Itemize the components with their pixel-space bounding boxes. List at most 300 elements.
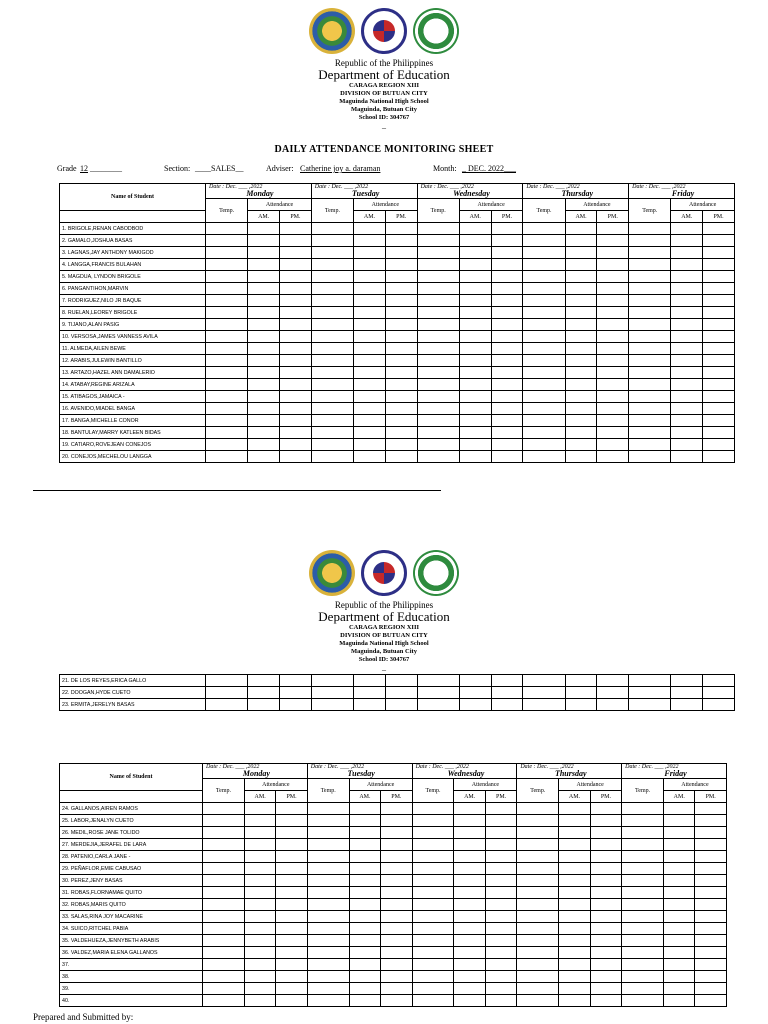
attendance-cell[interactable] — [454, 971, 485, 983]
attendance-cell[interactable] — [349, 875, 380, 887]
attendance-cell[interactable] — [485, 803, 516, 815]
attendance-cell[interactable] — [354, 271, 386, 283]
attendance-cell[interactable] — [381, 899, 412, 911]
attendance-cell[interactable] — [280, 415, 312, 427]
attendance-cell[interactable] — [565, 331, 597, 343]
attendance-cell[interactable] — [417, 319, 459, 331]
attendance-cell[interactable] — [276, 899, 307, 911]
attendance-cell[interactable] — [381, 911, 412, 923]
attendance-cell[interactable] — [307, 923, 349, 935]
attendance-cell[interactable] — [671, 319, 703, 331]
attendance-cell[interactable] — [459, 331, 491, 343]
attendance-cell[interactable] — [703, 247, 735, 259]
attendance-cell[interactable] — [276, 995, 307, 1007]
attendance-cell[interactable] — [629, 451, 671, 463]
attendance-cell[interactable] — [354, 223, 386, 235]
attendance-cell[interactable] — [206, 367, 248, 379]
attendance-cell[interactable] — [349, 851, 380, 863]
attendance-cell[interactable] — [517, 995, 559, 1007]
attendance-cell[interactable] — [459, 295, 491, 307]
attendance-cell[interactable] — [385, 307, 417, 319]
attendance-cell[interactable] — [248, 451, 280, 463]
attendance-cell[interactable] — [454, 935, 485, 947]
attendance-cell[interactable] — [590, 803, 621, 815]
attendance-cell[interactable] — [559, 875, 590, 887]
attendance-cell[interactable] — [485, 923, 516, 935]
attendance-cell[interactable] — [629, 331, 671, 343]
attendance-cell[interactable] — [244, 899, 275, 911]
attendance-cell[interactable] — [703, 355, 735, 367]
attendance-cell[interactable] — [280, 675, 312, 687]
attendance-cell[interactable] — [671, 259, 703, 271]
attendance-cell[interactable] — [307, 887, 349, 899]
attendance-cell[interactable] — [412, 923, 454, 935]
attendance-cell[interactable] — [276, 863, 307, 875]
attendance-cell[interactable] — [385, 367, 417, 379]
attendance-cell[interactable] — [203, 995, 245, 1007]
attendance-cell[interactable] — [417, 295, 459, 307]
attendance-cell[interactable] — [559, 899, 590, 911]
attendance-cell[interactable] — [565, 379, 597, 391]
attendance-cell[interactable] — [454, 863, 485, 875]
attendance-cell[interactable] — [385, 675, 417, 687]
attendance-cell[interactable] — [206, 379, 248, 391]
attendance-cell[interactable] — [523, 415, 565, 427]
attendance-cell[interactable] — [385, 391, 417, 403]
attendance-cell[interactable] — [349, 839, 380, 851]
attendance-cell[interactable] — [695, 887, 726, 899]
attendance-cell[interactable] — [517, 803, 559, 815]
attendance-cell[interactable] — [412, 887, 454, 899]
attendance-cell[interactable] — [664, 947, 695, 959]
attendance-cell[interactable] — [311, 687, 353, 699]
attendance-cell[interactable] — [203, 947, 245, 959]
attendance-cell[interactable] — [417, 439, 459, 451]
attendance-cell[interactable] — [622, 815, 664, 827]
attendance-cell[interactable] — [206, 235, 248, 247]
attendance-cell[interactable] — [629, 295, 671, 307]
attendance-cell[interactable] — [695, 803, 726, 815]
attendance-cell[interactable] — [565, 343, 597, 355]
attendance-cell[interactable] — [622, 947, 664, 959]
attendance-cell[interactable] — [354, 699, 386, 711]
attendance-cell[interactable] — [459, 391, 491, 403]
attendance-cell[interactable] — [385, 259, 417, 271]
attendance-cell[interactable] — [385, 223, 417, 235]
attendance-cell[interactable] — [412, 959, 454, 971]
attendance-cell[interactable] — [597, 307, 629, 319]
attendance-cell[interactable] — [695, 839, 726, 851]
attendance-cell[interactable] — [381, 851, 412, 863]
attendance-cell[interactable] — [703, 427, 735, 439]
attendance-cell[interactable] — [523, 235, 565, 247]
attendance-cell[interactable] — [559, 971, 590, 983]
attendance-cell[interactable] — [248, 391, 280, 403]
attendance-cell[interactable] — [491, 415, 523, 427]
attendance-cell[interactable] — [381, 827, 412, 839]
attendance-cell[interactable] — [385, 427, 417, 439]
attendance-cell[interactable] — [417, 223, 459, 235]
attendance-cell[interactable] — [248, 343, 280, 355]
attendance-cell[interactable] — [703, 259, 735, 271]
attendance-cell[interactable] — [559, 983, 590, 995]
attendance-cell[interactable] — [248, 331, 280, 343]
attendance-cell[interactable] — [491, 247, 523, 259]
attendance-cell[interactable] — [311, 223, 353, 235]
attendance-cell[interactable] — [354, 451, 386, 463]
attendance-cell[interactable] — [622, 851, 664, 863]
attendance-cell[interactable] — [590, 815, 621, 827]
attendance-cell[interactable] — [459, 403, 491, 415]
attendance-cell[interactable] — [671, 439, 703, 451]
attendance-cell[interactable] — [244, 863, 275, 875]
attendance-cell[interactable] — [417, 403, 459, 415]
attendance-cell[interactable] — [276, 935, 307, 947]
attendance-cell[interactable] — [206, 259, 248, 271]
attendance-cell[interactable] — [590, 935, 621, 947]
attendance-cell[interactable] — [307, 983, 349, 995]
attendance-cell[interactable] — [354, 247, 386, 259]
attendance-cell[interactable] — [664, 959, 695, 971]
attendance-cell[interactable] — [381, 995, 412, 1007]
attendance-cell[interactable] — [523, 283, 565, 295]
attendance-cell[interactable] — [664, 851, 695, 863]
attendance-cell[interactable] — [385, 687, 417, 699]
attendance-cell[interactable] — [311, 415, 353, 427]
attendance-cell[interactable] — [349, 995, 380, 1007]
attendance-cell[interactable] — [203, 971, 245, 983]
attendance-cell[interactable] — [412, 947, 454, 959]
attendance-cell[interactable] — [671, 415, 703, 427]
attendance-cell[interactable] — [206, 439, 248, 451]
attendance-cell[interactable] — [517, 851, 559, 863]
attendance-cell[interactable] — [280, 427, 312, 439]
attendance-cell[interactable] — [597, 295, 629, 307]
attendance-cell[interactable] — [491, 355, 523, 367]
attendance-cell[interactable] — [491, 367, 523, 379]
attendance-cell[interactable] — [459, 687, 491, 699]
attendance-cell[interactable] — [597, 687, 629, 699]
attendance-cell[interactable] — [203, 899, 245, 911]
attendance-cell[interactable] — [664, 995, 695, 1007]
attendance-cell[interactable] — [280, 343, 312, 355]
attendance-cell[interactable] — [559, 887, 590, 899]
attendance-cell[interactable] — [695, 815, 726, 827]
attendance-cell[interactable] — [459, 343, 491, 355]
attendance-cell[interactable] — [276, 851, 307, 863]
attendance-cell[interactable] — [590, 863, 621, 875]
attendance-cell[interactable] — [671, 331, 703, 343]
attendance-cell[interactable] — [248, 283, 280, 295]
attendance-cell[interactable] — [203, 803, 245, 815]
attendance-cell[interactable] — [454, 815, 485, 827]
attendance-cell[interactable] — [597, 391, 629, 403]
attendance-cell[interactable] — [664, 839, 695, 851]
attendance-cell[interactable] — [517, 863, 559, 875]
attendance-cell[interactable] — [354, 259, 386, 271]
attendance-cell[interactable] — [597, 319, 629, 331]
attendance-cell[interactable] — [349, 815, 380, 827]
attendance-cell[interactable] — [629, 391, 671, 403]
attendance-cell[interactable] — [695, 899, 726, 911]
attendance-cell[interactable] — [517, 875, 559, 887]
attendance-cell[interactable] — [523, 451, 565, 463]
attendance-cell[interactable] — [523, 259, 565, 271]
attendance-cell[interactable] — [565, 687, 597, 699]
attendance-cell[interactable] — [280, 391, 312, 403]
attendance-cell[interactable] — [385, 439, 417, 451]
attendance-cell[interactable] — [276, 815, 307, 827]
attendance-cell[interactable] — [695, 923, 726, 935]
attendance-cell[interactable] — [517, 971, 559, 983]
attendance-cell[interactable] — [206, 283, 248, 295]
attendance-cell[interactable] — [559, 935, 590, 947]
attendance-cell[interactable] — [590, 839, 621, 851]
attendance-cell[interactable] — [307, 851, 349, 863]
attendance-cell[interactable] — [417, 271, 459, 283]
attendance-cell[interactable] — [381, 971, 412, 983]
attendance-cell[interactable] — [459, 379, 491, 391]
attendance-cell[interactable] — [459, 307, 491, 319]
attendance-cell[interactable] — [206, 343, 248, 355]
attendance-cell[interactable] — [517, 959, 559, 971]
attendance-cell[interactable] — [244, 959, 275, 971]
attendance-cell[interactable] — [629, 307, 671, 319]
attendance-cell[interactable] — [629, 223, 671, 235]
attendance-cell[interactable] — [203, 827, 245, 839]
attendance-cell[interactable] — [695, 863, 726, 875]
attendance-cell[interactable] — [695, 971, 726, 983]
attendance-cell[interactable] — [311, 331, 353, 343]
attendance-cell[interactable] — [417, 391, 459, 403]
attendance-cell[interactable] — [381, 983, 412, 995]
attendance-cell[interactable] — [206, 451, 248, 463]
attendance-cell[interactable] — [590, 983, 621, 995]
attendance-cell[interactable] — [491, 379, 523, 391]
attendance-cell[interactable] — [311, 235, 353, 247]
attendance-cell[interactable] — [311, 283, 353, 295]
attendance-cell[interactable] — [381, 815, 412, 827]
attendance-cell[interactable] — [203, 839, 245, 851]
attendance-cell[interactable] — [307, 959, 349, 971]
attendance-cell[interactable] — [276, 983, 307, 995]
attendance-cell[interactable] — [491, 403, 523, 415]
attendance-cell[interactable] — [664, 923, 695, 935]
attendance-cell[interactable] — [671, 307, 703, 319]
attendance-cell[interactable] — [671, 451, 703, 463]
attendance-cell[interactable] — [485, 815, 516, 827]
attendance-cell[interactable] — [459, 451, 491, 463]
attendance-cell[interactable] — [276, 839, 307, 851]
attendance-cell[interactable] — [203, 923, 245, 935]
attendance-cell[interactable] — [523, 439, 565, 451]
attendance-cell[interactable] — [565, 675, 597, 687]
attendance-cell[interactable] — [311, 699, 353, 711]
attendance-cell[interactable] — [459, 235, 491, 247]
attendance-cell[interactable] — [354, 415, 386, 427]
attendance-cell[interactable] — [280, 307, 312, 319]
attendance-cell[interactable] — [671, 271, 703, 283]
attendance-cell[interactable] — [412, 935, 454, 947]
attendance-cell[interactable] — [622, 935, 664, 947]
attendance-cell[interactable] — [385, 319, 417, 331]
attendance-cell[interactable] — [248, 271, 280, 283]
attendance-cell[interactable] — [485, 863, 516, 875]
attendance-cell[interactable] — [349, 887, 380, 899]
attendance-cell[interactable] — [354, 687, 386, 699]
attendance-cell[interactable] — [703, 343, 735, 355]
attendance-cell[interactable] — [695, 947, 726, 959]
attendance-cell[interactable] — [491, 451, 523, 463]
attendance-cell[interactable] — [354, 379, 386, 391]
attendance-cell[interactable] — [203, 911, 245, 923]
attendance-cell[interactable] — [311, 355, 353, 367]
attendance-cell[interactable] — [307, 875, 349, 887]
attendance-cell[interactable] — [517, 887, 559, 899]
attendance-cell[interactable] — [280, 319, 312, 331]
attendance-cell[interactable] — [671, 675, 703, 687]
attendance-cell[interactable] — [311, 319, 353, 331]
attendance-cell[interactable] — [276, 827, 307, 839]
attendance-cell[interactable] — [590, 959, 621, 971]
attendance-cell[interactable] — [354, 343, 386, 355]
attendance-cell[interactable] — [695, 959, 726, 971]
attendance-cell[interactable] — [565, 403, 597, 415]
attendance-cell[interactable] — [203, 887, 245, 899]
attendance-cell[interactable] — [248, 223, 280, 235]
attendance-cell[interactable] — [417, 343, 459, 355]
attendance-cell[interactable] — [597, 427, 629, 439]
attendance-cell[interactable] — [491, 427, 523, 439]
attendance-cell[interactable] — [590, 899, 621, 911]
attendance-cell[interactable] — [276, 959, 307, 971]
attendance-cell[interactable] — [491, 235, 523, 247]
attendance-cell[interactable] — [248, 379, 280, 391]
attendance-cell[interactable] — [664, 899, 695, 911]
attendance-cell[interactable] — [381, 887, 412, 899]
attendance-cell[interactable] — [491, 319, 523, 331]
attendance-cell[interactable] — [485, 839, 516, 851]
attendance-cell[interactable] — [664, 887, 695, 899]
attendance-cell[interactable] — [417, 235, 459, 247]
attendance-cell[interactable] — [622, 899, 664, 911]
attendance-cell[interactable] — [517, 983, 559, 995]
attendance-cell[interactable] — [381, 947, 412, 959]
attendance-cell[interactable] — [417, 451, 459, 463]
attendance-cell[interactable] — [459, 259, 491, 271]
attendance-cell[interactable] — [703, 319, 735, 331]
attendance-cell[interactable] — [590, 851, 621, 863]
attendance-cell[interactable] — [417, 331, 459, 343]
attendance-cell[interactable] — [307, 863, 349, 875]
attendance-cell[interactable] — [276, 803, 307, 815]
attendance-cell[interactable] — [354, 283, 386, 295]
attendance-cell[interactable] — [354, 427, 386, 439]
attendance-cell[interactable] — [703, 391, 735, 403]
attendance-cell[interactable] — [629, 343, 671, 355]
attendance-cell[interactable] — [349, 863, 380, 875]
attendance-cell[interactable] — [248, 295, 280, 307]
attendance-cell[interactable] — [485, 959, 516, 971]
attendance-cell[interactable] — [671, 235, 703, 247]
attendance-cell[interactable] — [354, 403, 386, 415]
attendance-cell[interactable] — [280, 247, 312, 259]
attendance-cell[interactable] — [311, 367, 353, 379]
attendance-cell[interactable] — [485, 911, 516, 923]
attendance-cell[interactable] — [459, 223, 491, 235]
attendance-cell[interactable] — [517, 935, 559, 947]
attendance-cell[interactable] — [622, 971, 664, 983]
attendance-cell[interactable] — [244, 911, 275, 923]
attendance-cell[interactable] — [311, 451, 353, 463]
attendance-cell[interactable] — [517, 923, 559, 935]
attendance-cell[interactable] — [454, 827, 485, 839]
attendance-cell[interactable] — [311, 427, 353, 439]
attendance-cell[interactable] — [517, 827, 559, 839]
attendance-cell[interactable] — [671, 355, 703, 367]
attendance-cell[interactable] — [206, 223, 248, 235]
attendance-cell[interactable] — [311, 247, 353, 259]
attendance-cell[interactable] — [412, 971, 454, 983]
attendance-cell[interactable] — [703, 439, 735, 451]
attendance-cell[interactable] — [244, 803, 275, 815]
attendance-cell[interactable] — [459, 427, 491, 439]
attendance-cell[interactable] — [671, 283, 703, 295]
attendance-cell[interactable] — [248, 699, 280, 711]
attendance-cell[interactable] — [307, 911, 349, 923]
attendance-cell[interactable] — [517, 899, 559, 911]
attendance-cell[interactable] — [664, 875, 695, 887]
attendance-cell[interactable] — [671, 223, 703, 235]
attendance-cell[interactable] — [491, 271, 523, 283]
attendance-cell[interactable] — [664, 827, 695, 839]
attendance-cell[interactable] — [485, 899, 516, 911]
attendance-cell[interactable] — [565, 451, 597, 463]
attendance-cell[interactable] — [703, 283, 735, 295]
attendance-cell[interactable] — [622, 827, 664, 839]
attendance-cell[interactable] — [244, 875, 275, 887]
attendance-cell[interactable] — [597, 271, 629, 283]
attendance-cell[interactable] — [412, 827, 454, 839]
attendance-cell[interactable] — [695, 851, 726, 863]
attendance-cell[interactable] — [280, 439, 312, 451]
attendance-cell[interactable] — [412, 899, 454, 911]
attendance-cell[interactable] — [703, 367, 735, 379]
attendance-cell[interactable] — [590, 875, 621, 887]
attendance-cell[interactable] — [597, 223, 629, 235]
attendance-cell[interactable] — [703, 379, 735, 391]
attendance-cell[interactable] — [671, 247, 703, 259]
attendance-cell[interactable] — [412, 875, 454, 887]
attendance-cell[interactable] — [311, 391, 353, 403]
attendance-cell[interactable] — [454, 983, 485, 995]
attendance-cell[interactable] — [248, 355, 280, 367]
attendance-cell[interactable] — [664, 911, 695, 923]
attendance-cell[interactable] — [523, 295, 565, 307]
attendance-cell[interactable] — [354, 295, 386, 307]
attendance-cell[interactable] — [485, 995, 516, 1007]
attendance-cell[interactable] — [280, 403, 312, 415]
attendance-cell[interactable] — [671, 403, 703, 415]
attendance-cell[interactable] — [311, 343, 353, 355]
attendance-cell[interactable] — [565, 319, 597, 331]
attendance-cell[interactable] — [671, 687, 703, 699]
attendance-cell[interactable] — [417, 687, 459, 699]
attendance-cell[interactable] — [417, 247, 459, 259]
attendance-cell[interactable] — [597, 259, 629, 271]
attendance-cell[interactable] — [385, 699, 417, 711]
attendance-cell[interactable] — [248, 319, 280, 331]
